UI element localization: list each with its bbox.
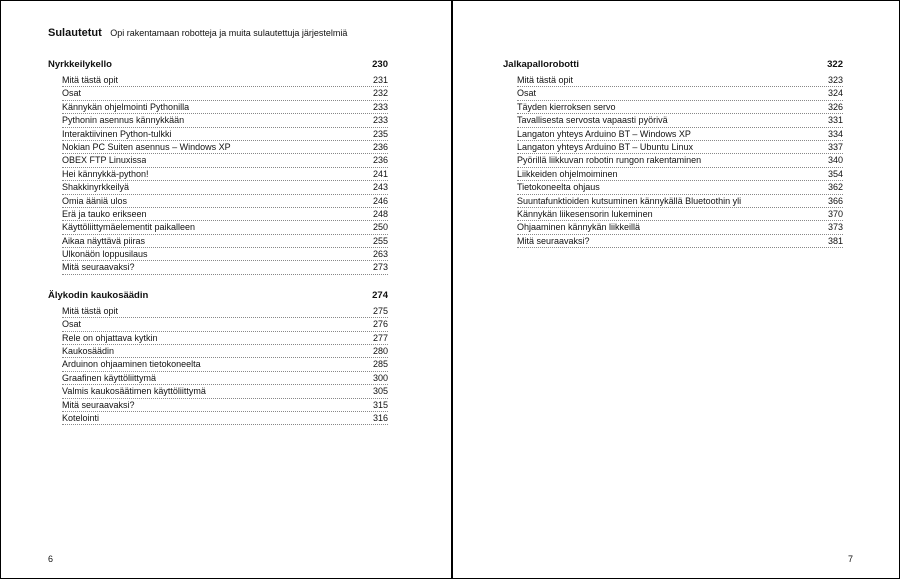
- toc-entry-page-number: 340: [827, 155, 843, 166]
- toc-entry-page-number: 324: [827, 88, 843, 99]
- toc-entry[interactable]: [62, 128, 388, 141]
- toc-entry-title: Nokian PC Suiten asennus – Windows XP: [62, 141, 231, 152]
- toc-entry-title: Interaktiivinen Python-tulkki: [62, 128, 172, 139]
- toc-entry-page-number: 250: [372, 222, 388, 233]
- toc-entry[interactable]: [517, 181, 843, 194]
- toc-entry-title: Mitä tästä opit: [62, 75, 119, 85]
- toc-entry[interactable]: [62, 385, 388, 398]
- toc-entry[interactable]: [517, 154, 843, 167]
- toc-entry[interactable]: [517, 221, 843, 234]
- toc-entry-title: Osat: [62, 88, 82, 99]
- toc-entry-title: Omia ääniä ulos: [62, 195, 128, 206]
- toc-entry[interactable]: [62, 221, 388, 234]
- chapter-heading[interactable]: [48, 58, 388, 72]
- toc-entry[interactable]: [62, 141, 388, 154]
- toc-entry-page-number: 255: [372, 235, 388, 246]
- toc-entry-title: Hei kännykkä-python!: [62, 168, 149, 179]
- toc-entry-page-number: 263: [372, 249, 388, 260]
- toc-entry-title: OBEX FTP Linuxissa: [62, 155, 147, 166]
- toc-entry-page-number: 285: [372, 359, 388, 370]
- toc-entry-page-number: 236: [372, 155, 388, 166]
- toc-entry-page-number: 273: [372, 262, 388, 273]
- toc-chapter: [48, 58, 388, 275]
- toc-entry-page-number: 373: [827, 222, 843, 233]
- toc-column-left: [48, 58, 388, 439]
- toc-entry[interactable]: [517, 128, 843, 141]
- toc-entry[interactable]: [517, 235, 843, 248]
- toc-entry-title: Aikaa näyttävä piiras: [62, 235, 146, 246]
- toc-entry-title: Kaukosäädin: [62, 346, 115, 357]
- toc-entry-page-number: 232: [372, 88, 388, 99]
- toc-entry-page-number: 246: [372, 195, 388, 206]
- toc-entry-page-number: 280: [372, 346, 388, 357]
- toc-entry-page-number: 233: [372, 101, 388, 112]
- page-number-left: 6: [48, 554, 54, 564]
- toc-entry[interactable]: [517, 114, 843, 127]
- toc-entry-page-number: 315: [372, 399, 388, 410]
- toc-entry-title: Kännykän liikesensorin lukeminen: [517, 208, 653, 219]
- toc-entry-page-number: 326: [827, 101, 843, 112]
- toc-entry-page-number: 233: [372, 115, 388, 126]
- chapter-heading[interactable]: [503, 58, 843, 72]
- toc-entry-title: Tietokoneelta ohjaus: [517, 182, 600, 193]
- toc-entry[interactable]: [62, 372, 388, 385]
- toc-entry[interactable]: [62, 332, 388, 345]
- toc-entry[interactable]: [62, 358, 388, 371]
- toc-entry[interactable]: [62, 208, 388, 221]
- toc-entry-page-number: 248: [372, 208, 388, 219]
- toc-entry-title: Kännykän ohjelmointi Pythonilla: [62, 101, 190, 112]
- chapter-page-number: 274: [372, 289, 388, 301]
- chapter-title: Älykodin kaukosäädin: [48, 289, 149, 301]
- toc-entry[interactable]: [62, 318, 388, 331]
- chapter-page-number: 230: [372, 59, 388, 70]
- toc-entry[interactable]: [62, 305, 388, 318]
- toc-entry-page-number: 323: [827, 75, 843, 85]
- toc-entry-page-number: 243: [372, 182, 388, 193]
- toc-entry-title: Kotelointi: [62, 412, 100, 423]
- toc-entry-page-number: 235: [372, 128, 388, 139]
- toc-entry-title: Käyttöliittymäelementit paikalleen: [62, 222, 196, 233]
- toc-entry[interactable]: [62, 412, 388, 425]
- toc-entry-title: Suuntafunktioiden kutsuminen kännykällä Bluetoothin yli: [517, 195, 742, 206]
- toc-entry-page-number: 316: [372, 412, 388, 423]
- toc-entry[interactable]: [517, 74, 843, 87]
- chapter-title: Nyrkkeilykello: [48, 59, 112, 70]
- toc-entry-page-number: 275: [372, 305, 388, 316]
- toc-entry-title: Mitä tästä opit: [62, 305, 119, 316]
- toc-entry-title: Shakkinyrkkeilyä: [62, 182, 130, 193]
- toc-entry-title: Arduinon ohjaaminen tietokoneelta: [62, 359, 201, 370]
- toc-entry[interactable]: [517, 168, 843, 181]
- toc-entry[interactable]: [62, 235, 388, 248]
- toc-entry-page-number: 241: [372, 168, 388, 179]
- right-page: [451, 0, 900, 579]
- chapter-page-number: 322: [827, 59, 843, 70]
- toc-entry-page-number: 362: [827, 182, 843, 193]
- toc-entry-title: Pyörillä liikkuvan robotin rungon rakentaminen: [517, 155, 702, 166]
- toc-entry-title: Täyden kierroksen servo: [517, 101, 616, 112]
- toc-entry-title: Tavallisesta servosta vapaasti pyörivä: [517, 115, 668, 126]
- toc-entry[interactable]: [517, 101, 843, 114]
- toc-entry[interactable]: [62, 101, 388, 114]
- toc-entry[interactable]: [62, 399, 388, 412]
- toc-entry-page-number: 276: [372, 319, 388, 330]
- toc-entry-title: Mitä seuraavaksi?: [517, 235, 590, 246]
- toc-entry[interactable]: [62, 261, 388, 274]
- toc-entry-page-number: 277: [372, 332, 388, 343]
- toc-entry-title: Osat: [517, 88, 537, 99]
- toc-entry[interactable]: [517, 208, 843, 221]
- chapter-title: Jalkapallorobotti: [503, 59, 580, 70]
- toc-entry[interactable]: [62, 181, 388, 194]
- toc-entry[interactable]: [62, 74, 388, 87]
- toc-entry-title: Langaton yhteys Arduino BT – Windows XP: [517, 128, 691, 139]
- toc-entry-title: Langaton yhteys Arduino BT – Ubuntu Linux: [517, 141, 693, 152]
- toc-entry-title: Ulkonäön loppusilaus: [62, 249, 148, 260]
- toc-entry-page-number: 381: [827, 235, 843, 246]
- book-title: Sulautetut: [48, 27, 102, 39]
- toc-entry[interactable]: [62, 345, 388, 358]
- toc-entry[interactable]: [62, 87, 388, 100]
- toc-entry-title: Mitä seuraavaksi?: [62, 399, 135, 410]
- toc-entry[interactable]: [62, 168, 388, 181]
- toc-entry-page-number: 354: [827, 168, 843, 179]
- toc-entry-title: Valmis kaukosäätimen käyttöliittymä: [62, 386, 206, 397]
- toc-entry-title: Erä ja tauko erikseen: [62, 208, 147, 219]
- toc-chapter: [503, 58, 843, 248]
- toc-entry[interactable]: [62, 114, 388, 127]
- toc-entry-page-number: 370: [827, 208, 843, 219]
- toc-column-right: [503, 58, 843, 262]
- toc-entry[interactable]: [62, 195, 388, 208]
- book-subtitle: Opi rakentamaan robotteja ja muita sulautettuja järjestelmiä: [110, 28, 348, 38]
- toc-entry-page-number: 331: [827, 115, 843, 126]
- toc-entry[interactable]: [62, 248, 388, 261]
- toc-entry-title: Osat: [62, 319, 82, 330]
- toc-entry-title: Liikkeiden ohjelmoiminen: [517, 168, 618, 179]
- toc-chapter: [48, 289, 388, 426]
- toc-entry-title: Rele on ohjattava kytkin: [62, 332, 158, 343]
- running-header: [48, 23, 347, 41]
- page-number-right: 7: [847, 554, 853, 564]
- toc-entry-title: Mitä seuraavaksi?: [62, 262, 135, 273]
- toc-entry-title: Ohjaaminen kännykän liikkeillä: [517, 222, 641, 233]
- toc-entry-page-number: 366: [827, 195, 843, 206]
- toc-entry-title: Pythonin asennus kännykkään: [62, 115, 185, 126]
- toc-entry-title: Graafinen käyttöliittymä: [62, 372, 157, 383]
- toc-entry[interactable]: [517, 141, 843, 154]
- toc-entry-page-number: 236: [372, 141, 388, 152]
- toc-entry-page-number: 305: [372, 386, 388, 397]
- chapter-heading[interactable]: [48, 289, 388, 303]
- toc-entry[interactable]: [62, 154, 388, 167]
- toc-entry-page-number: 334: [827, 128, 843, 139]
- toc-entry[interactable]: [517, 87, 843, 100]
- toc-entry[interactable]: [517, 195, 843, 208]
- toc-entry-page-number: 337: [827, 141, 843, 152]
- toc-entry-page-number: 300: [372, 372, 388, 383]
- toc-entry-title: Mitä tästä opit: [517, 75, 574, 85]
- toc-entry-page-number: 231: [372, 75, 388, 85]
